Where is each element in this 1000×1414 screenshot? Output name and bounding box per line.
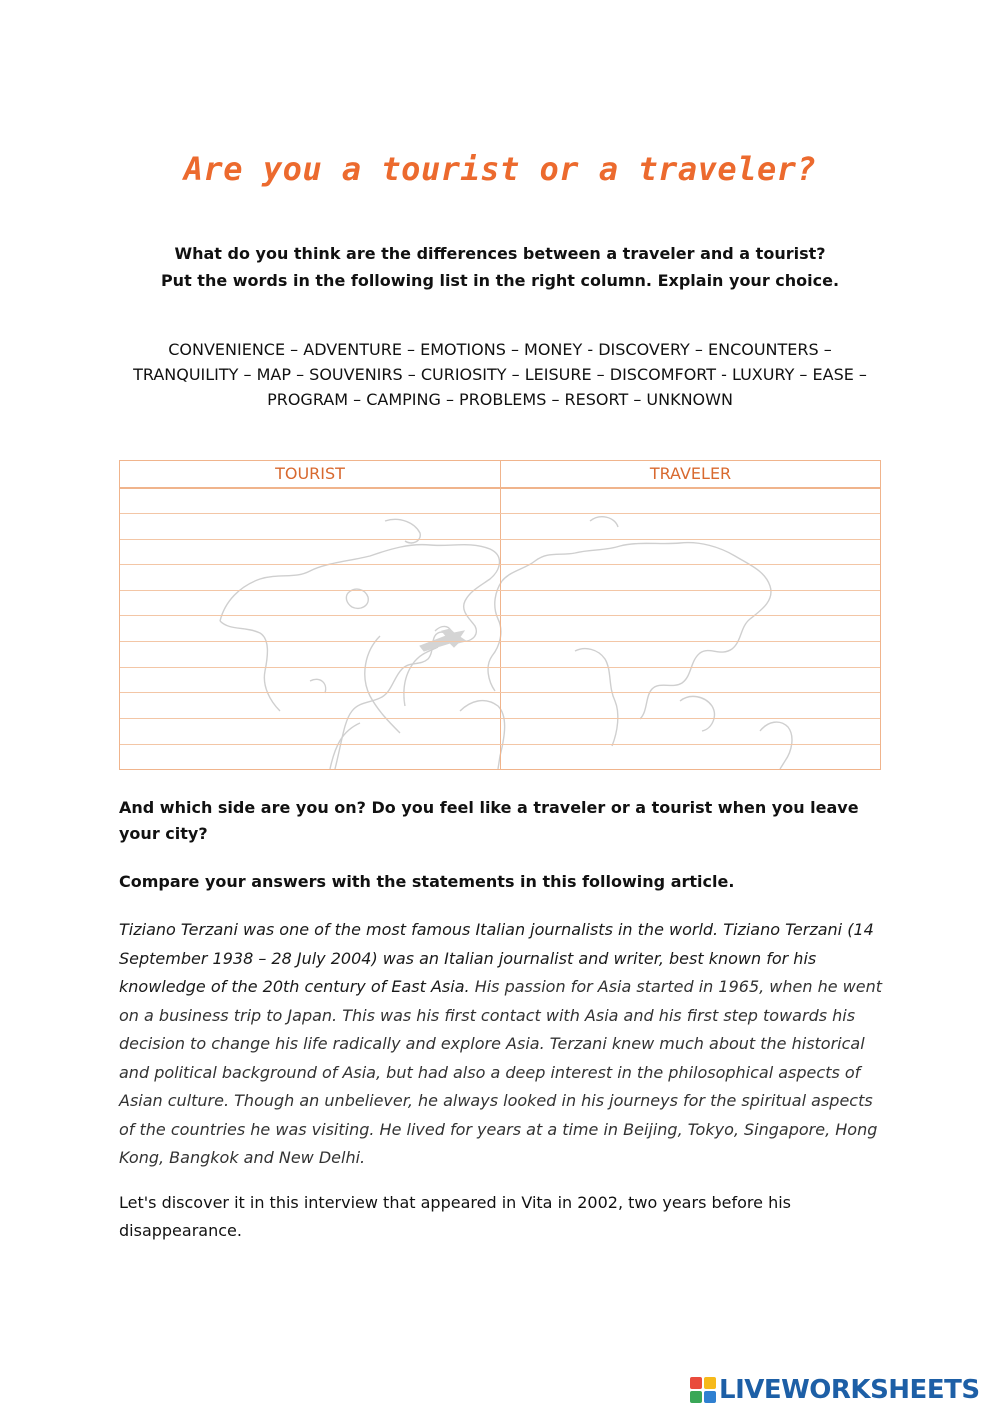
article-body: His passion for Asia started in 1965, when he went on a business trip to Japan. This was his first contact with Asia and his first step towards his decision to change his life radically and explore Asia. Terzani knew much about the historical and political background of Asia, but had also a deep interest in the philosophical aspects of Asian culture. Though an unbeliever, he always looked in his journeys for the spiritual aspects of the countries he was visiting. He lived for years at a time in Beijing, Tokyo, Singapore, Hong Kong, Bangkok and New Delhi. xyxy=(119,977,883,1167)
traveler-answer-cell[interactable] xyxy=(501,668,880,692)
tourist-answer-cell[interactable] xyxy=(120,591,500,615)
word-list xyxy=(110,337,890,412)
liveworksheets-logo-text: LIVEWORKSHEETS xyxy=(719,1375,980,1405)
traveler-answer-cell[interactable] xyxy=(501,514,880,538)
word-list-line-2: TRANQUILITY – MAP – SOUVENIRS – CURIOSITY – LEISURE – DISCOMFORT - LUXURY – EASE – xyxy=(133,365,867,384)
traveler-answer-cell[interactable] xyxy=(501,693,880,717)
traveler-answer-cell[interactable] xyxy=(501,719,880,743)
traveler-answer-cell[interactable] xyxy=(501,745,880,769)
tourist-answer-cell[interactable] xyxy=(120,616,500,640)
liveworksheets-logo-icon xyxy=(690,1377,716,1403)
article-intro: Tiziano Terzani was one of the most famous Italian journalists in the world. Tiziano Terzani (14 September 1938 – 28 July 2004) was an Italian journalist and writer, best known for his knowledge of the 20th century of East Asia. xyxy=(119,920,874,996)
instructions-line-1: What do you think are the differences between a traveler and a tourist? xyxy=(174,244,826,263)
instructions-line-2: Put the words in the following list in the right column. Explain your choice. xyxy=(160,271,840,290)
column-header-tourist: TOURIST xyxy=(275,464,345,483)
sorting-table xyxy=(119,460,881,770)
word-list-line-1: CONVENIENCE – ADVENTURE – EMOTIONS – MONEY - DISCOVERY – ENCOUNTERS – xyxy=(168,340,832,359)
article-paragraph xyxy=(119,916,889,1173)
traveler-answer-cell[interactable] xyxy=(501,616,880,640)
traveler-answer-cell[interactable] xyxy=(501,642,880,666)
tourist-answer-cell[interactable] xyxy=(120,745,500,769)
tourist-answer-cell[interactable] xyxy=(120,540,500,564)
tourist-answer-cell[interactable] xyxy=(120,565,500,589)
tourist-answer-cell[interactable] xyxy=(120,489,500,513)
liveworksheets-logo xyxy=(690,1375,980,1405)
instructions xyxy=(100,240,900,294)
closing-text: Let's discover it in this interview that appeared in Vita in 2002, two years before his disappearance. xyxy=(119,1193,791,1240)
traveler-answer-cell[interactable] xyxy=(501,489,880,513)
word-list-line-3: PROGRAM – CAMPING – PROBLEMS – RESORT – UNKNOWN xyxy=(267,390,733,409)
tourist-answer-cell[interactable] xyxy=(120,719,500,743)
tourist-answer-cell[interactable] xyxy=(120,668,500,692)
worksheet-title: Are you a tourist or a traveler? xyxy=(183,150,817,188)
question-which-side: And which side are you on? Do you feel like a traveler or a tourist when you leave your city? xyxy=(119,798,859,843)
traveler-answer-cell[interactable] xyxy=(501,565,880,589)
question-compare-answers: Compare your answers with the statements in this following article. xyxy=(119,872,735,891)
tourist-answer-cell[interactable] xyxy=(120,693,500,717)
column-header-traveler: TRAVELER xyxy=(649,464,732,483)
tourist-answer-cell[interactable] xyxy=(120,514,500,538)
traveler-answer-cell[interactable] xyxy=(501,591,880,615)
tourist-answer-cell[interactable] xyxy=(120,642,500,666)
traveler-answer-cell[interactable] xyxy=(501,540,880,564)
